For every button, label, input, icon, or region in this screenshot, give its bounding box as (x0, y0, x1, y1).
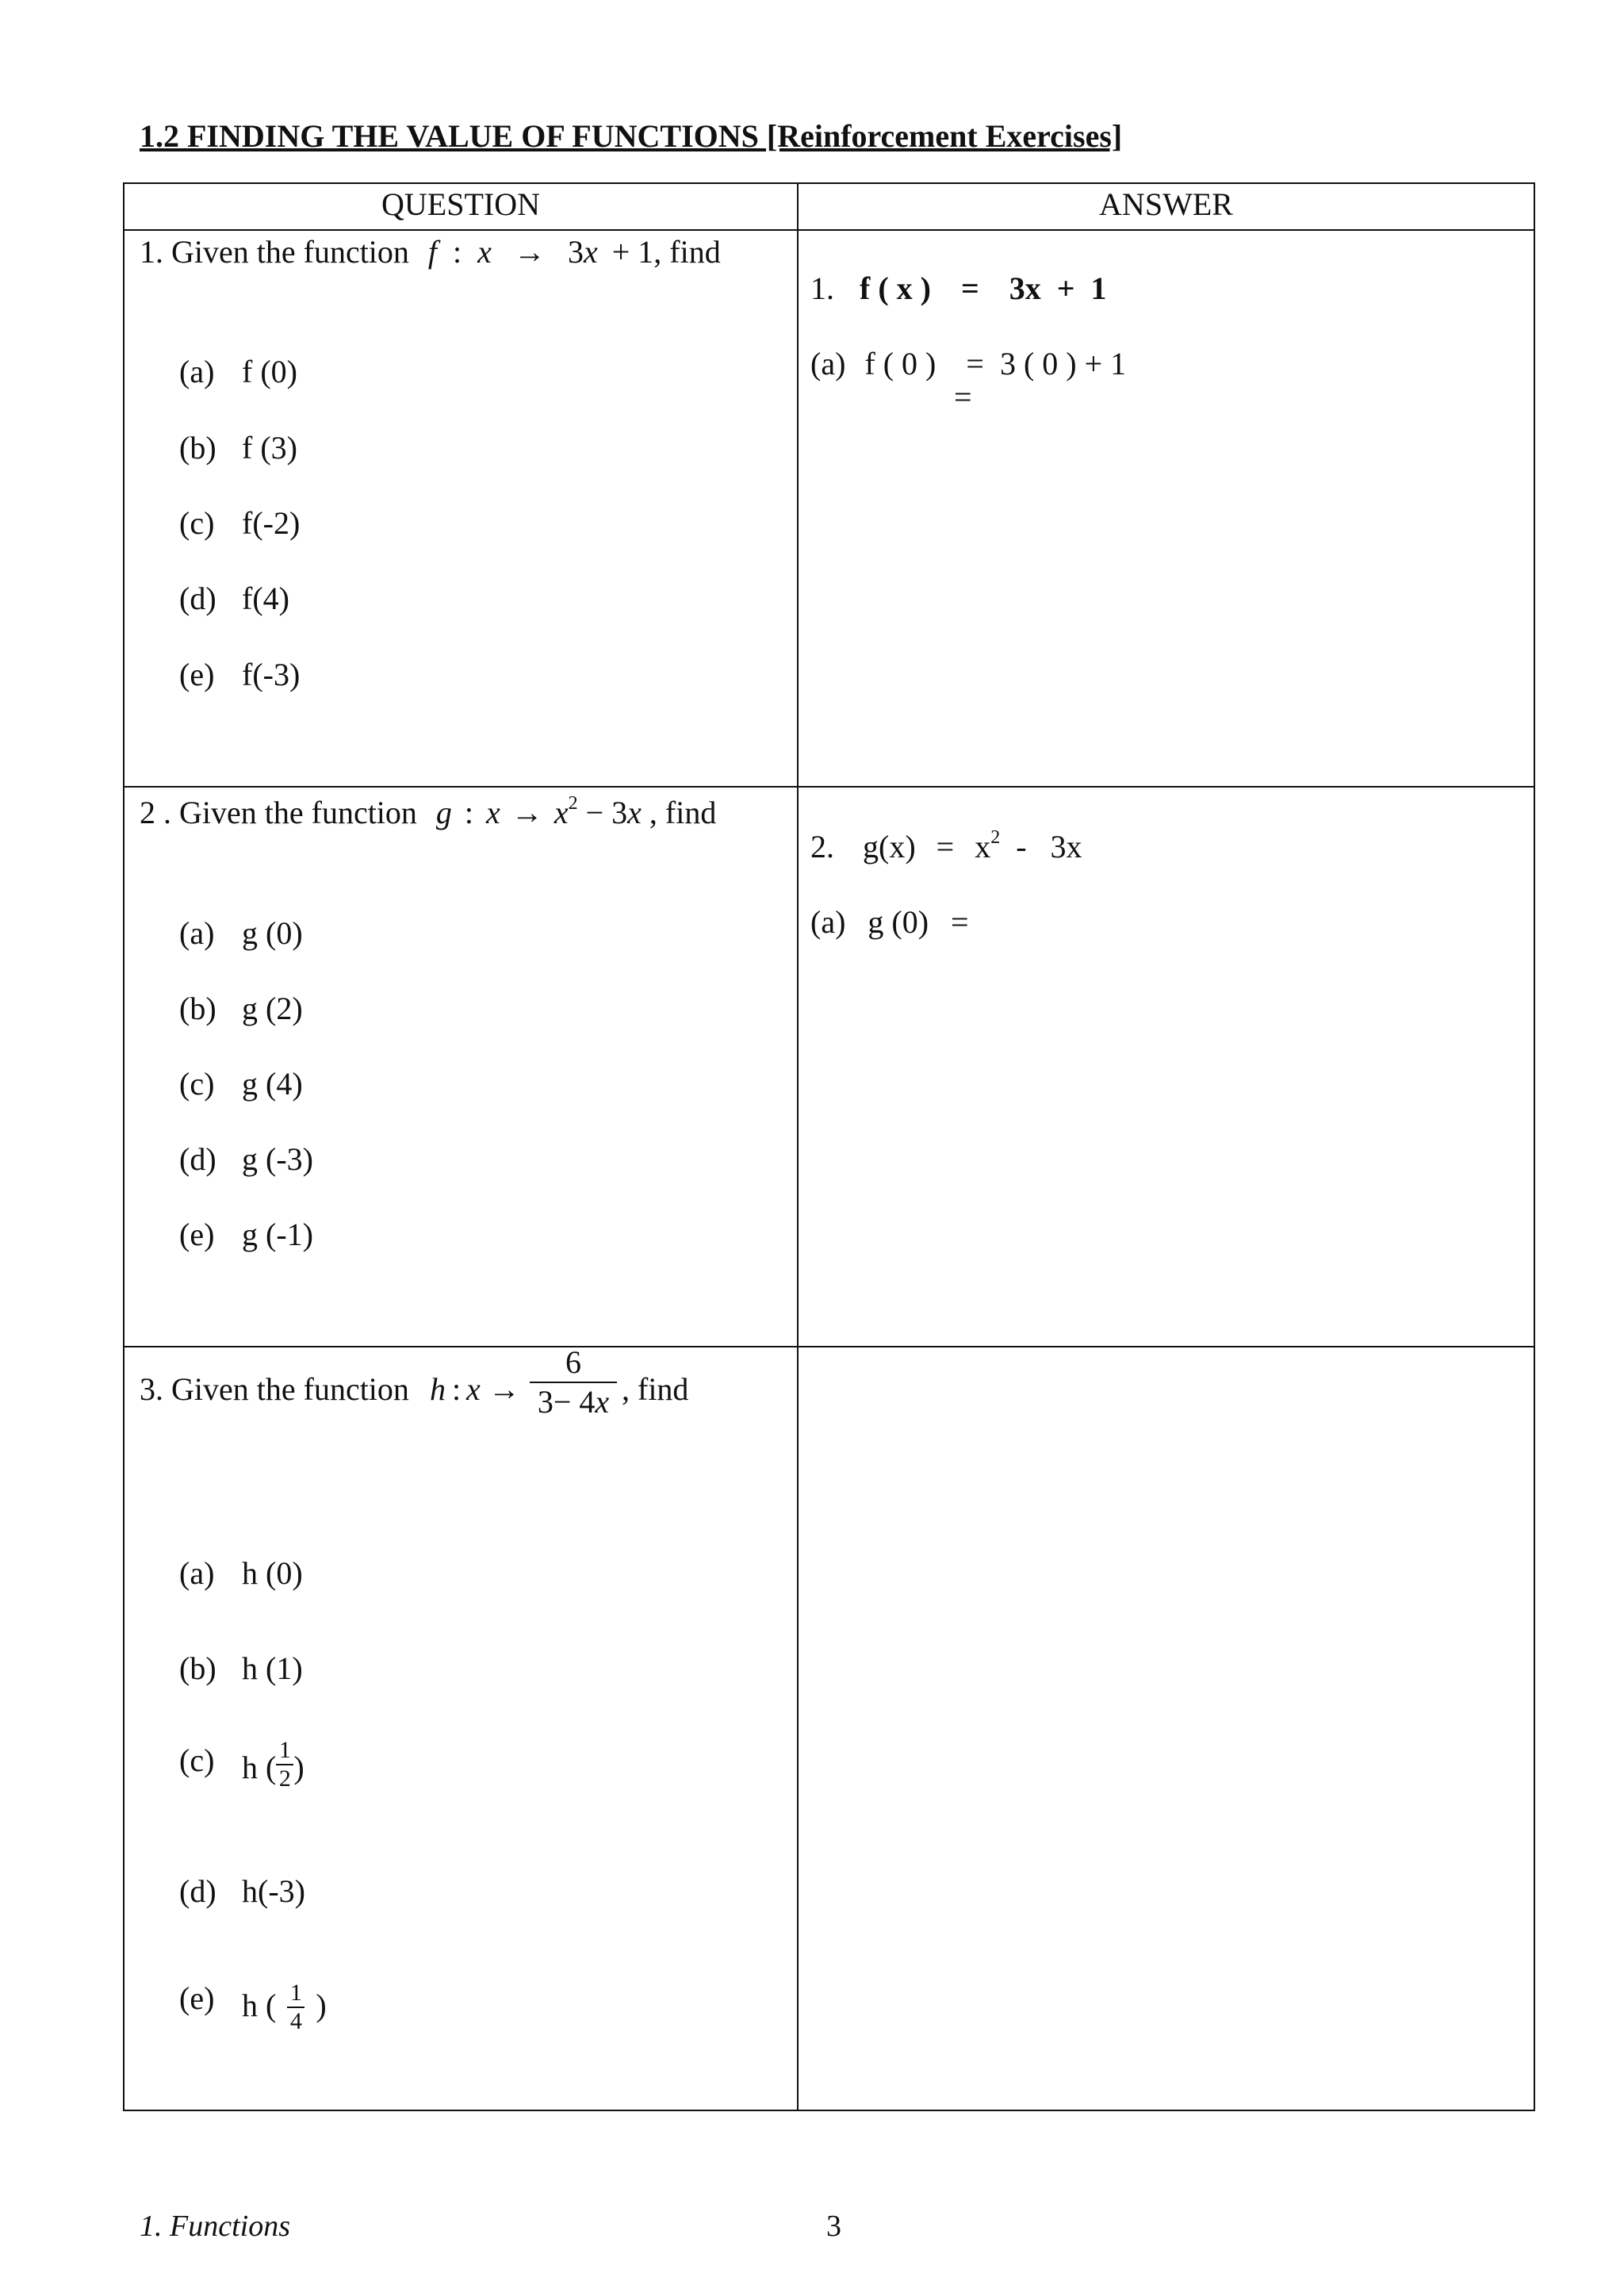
part-label: (c) (179, 1742, 215, 1778)
q1-colon: : (453, 234, 462, 270)
a1a-eq: = (966, 346, 984, 381)
q3-intro: 3. Given the function (140, 1371, 409, 1407)
a1a-lhs: f ( 0 ) (864, 346, 936, 381)
part-label: (b) (179, 430, 216, 466)
half-fraction: $\frac{1}{2}$ (276, 1738, 293, 1791)
a1a-rhs: 3 ( 0 ) + 1 (999, 346, 1127, 381)
question-1-stem (140, 236, 721, 268)
q3-denominator: 3− 4x (537, 1384, 610, 1420)
a2-x: x (975, 829, 991, 864)
column-divider (797, 182, 799, 2111)
footer-chapter: 1. Functions (140, 2210, 290, 2243)
q2-minus: − 3 (585, 795, 628, 830)
q3-part-d (179, 1873, 305, 1909)
part-text: f (0) (242, 354, 297, 389)
a1-num: 1. (810, 270, 834, 306)
q1-part-c (179, 505, 301, 541)
q1-var: x (477, 234, 492, 270)
q2-part-e (179, 1217, 313, 1252)
q1-part-a (179, 354, 297, 389)
part-label: (d) (179, 1873, 216, 1909)
part-text: f(-2) (242, 505, 301, 541)
q2-intro: 2 . Given the function (140, 795, 417, 830)
a1-lhs: f ( x ) (860, 270, 931, 306)
q3-fn: h (430, 1371, 446, 1407)
q2-var: x (486, 795, 500, 830)
answer-header: ANSWER (1099, 186, 1233, 222)
q2-part-c (179, 1066, 303, 1102)
fraction-bar (530, 1382, 617, 1383)
a2-exp: 2 (990, 827, 1001, 848)
answer-1a-line (810, 348, 1126, 380)
part-label: (b) (179, 1650, 216, 1686)
part-text: g (0) (242, 915, 303, 951)
part-text: h (0) (242, 1555, 303, 1591)
q1-part-b (179, 430, 297, 466)
q1-expr: 3 (567, 234, 584, 270)
question-header: QUESTION (381, 186, 540, 222)
q3-part-c (179, 1737, 304, 1792)
q1-part-e (179, 657, 301, 692)
q2-tail: , find (649, 795, 717, 830)
q2-part-b (179, 991, 303, 1026)
q2-x2: x (553, 795, 569, 830)
part-label: (d) (179, 1141, 216, 1177)
q2-fn: g (435, 795, 452, 830)
q1-intro: 1. Given the function (140, 234, 409, 270)
a1a-label: (a) (810, 346, 846, 381)
q2-exp: 2 (568, 793, 578, 814)
part-label: (e) (179, 657, 215, 692)
q3-numerator: 6 (565, 1344, 581, 1380)
a2a-eq: = (951, 904, 969, 940)
a2-eq: = (936, 829, 955, 864)
q3-part-e (179, 1980, 327, 2034)
q2-x: x (627, 795, 642, 830)
q1-expr-tail: + 1, find (611, 234, 721, 270)
part-label: (b) (179, 991, 216, 1026)
q2-part-a (179, 915, 303, 951)
answer-1-line (810, 270, 1107, 306)
part-text: f(-3) (242, 657, 301, 692)
quarter-fraction: $\frac{1}{4}$ (287, 1981, 304, 2033)
a2a-label: (a) (810, 904, 846, 940)
q1-part-d (179, 581, 289, 616)
q3-tail: , find (622, 1371, 689, 1407)
part-text: g (2) (242, 991, 303, 1026)
page-number: 3 (826, 2210, 841, 2243)
answer-2-line (810, 827, 1082, 864)
answer-1a-continuation: = (954, 379, 972, 415)
q3-part-a (179, 1555, 303, 1591)
q3-colon: : (452, 1371, 462, 1407)
a2-num: 2. (810, 829, 834, 864)
q1-fn: f (427, 234, 438, 270)
q2-arrow: → (511, 795, 543, 830)
part-label: (e) (179, 1980, 215, 2016)
part-text: f(4) (242, 581, 289, 616)
q3-part-b (179, 1650, 303, 1686)
part-label: (a) (179, 1555, 215, 1591)
part-text: h (1) (242, 1650, 303, 1686)
a1-rhs: 3x + 1 (1009, 270, 1107, 306)
part-text: g (-3) (242, 1141, 313, 1177)
part-text: f (3) (242, 430, 297, 466)
exercise-table (123, 182, 1535, 2111)
a1-eq: = (960, 270, 979, 306)
part-label: (a) (179, 915, 215, 951)
answer-2a-line (810, 904, 969, 940)
part-text: g (-1) (242, 1217, 313, 1252)
a2-lhs: g(x) (863, 829, 916, 864)
q2-colon: : (464, 795, 474, 830)
part-label: (e) (179, 1217, 215, 1252)
a2a-lhs: g (0) (868, 904, 929, 940)
part-label: (c) (179, 505, 215, 541)
q3-arrow: → (488, 1371, 520, 1407)
part-text: h ( $\frac{1}{4}$ ) (242, 1980, 327, 2034)
q3-var: x (466, 1371, 481, 1407)
part-text: h ( $\frac{1}{2}$ ) (242, 1737, 304, 1792)
q1-arrow: → (513, 234, 546, 270)
page-title: 1.2 FINDING THE VALUE OF FUNCTIONS [Reinforcement Exercises] (140, 118, 1123, 154)
part-text: g (4) (242, 1066, 303, 1102)
row-divider-1 (123, 786, 1535, 788)
part-text: h(-3) (242, 1873, 305, 1909)
header-divider (123, 229, 1535, 231)
q3-fraction (530, 1344, 617, 1420)
row-divider-2 (123, 1346, 1535, 1347)
q1-expr-x: x (583, 234, 598, 270)
q2-part-d (179, 1141, 313, 1177)
part-label: (c) (179, 1066, 215, 1102)
part-label: (a) (179, 354, 215, 389)
part-label: (d) (179, 581, 216, 616)
a2-rest: - 3x (1016, 829, 1082, 864)
question-2-stem (140, 793, 717, 830)
